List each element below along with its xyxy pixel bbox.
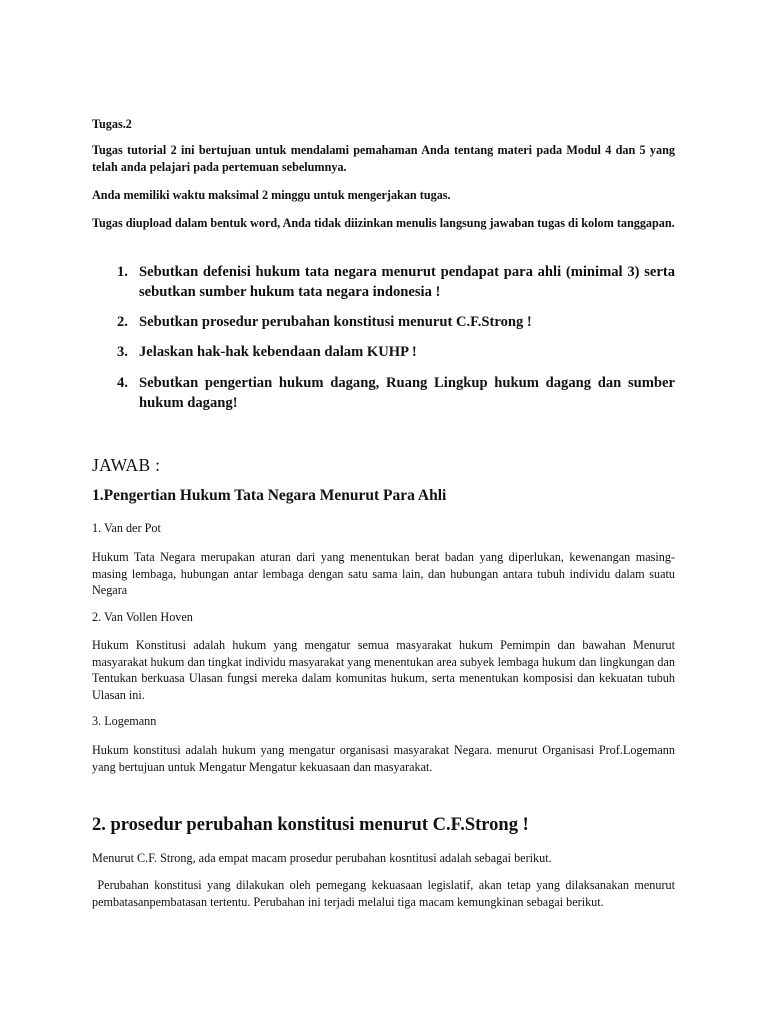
expert-definition: Hukum Konstitusi adalah hukum yang mengatur semua masyarakat hukum Pemimpin dan bawahan Menurut masyarakat hukum dan tingkat individu masyarakat yang menentukan area subyek lembaga hukum dan lingkungan dan Tentukan berkuasa Ulasan fungsi mereka dalam komunitas hukum, serta menentukan komposisi dan kekuatan tubuh Ulasan ini. <box>92 638 675 702</box>
section1-heading: 1.Pengertian Hukum Tata Negara Menurut Para Ahli <box>92 487 447 504</box>
expert-name: 3. Logemann <box>92 714 157 728</box>
question-text: Sebutkan defenisi hukum tata negara menurut pendapat para ahli (minimal 3) serta sebutkan sumber hukum tata negara indonesia ! <box>139 264 675 300</box>
intro-paragraph-deadline: Anda memiliki waktu maksimal 2 minggu untuk mengerjakan tugas. <box>92 188 451 202</box>
question-item <box>117 312 675 332</box>
question-item <box>117 373 675 413</box>
question-item <box>117 262 675 302</box>
intro-paragraph-purpose: Tugas tutorial 2 ini bertujuan untuk mendalami pemahaman Anda tentang materi pada Modul 4 dan 5 yang telah anda pelajari pada pertemuan sebelumnya. <box>92 143 675 174</box>
question-text: Sebutkan prosedur perubahan konstitusi menurut C.F.Strong ! <box>139 314 532 330</box>
answer-label: JAWAB : <box>92 455 161 475</box>
question-number: 4. <box>117 375 128 391</box>
question-text: Jelaskan hak-hak kebendaan dalam KUHP ! <box>139 344 417 360</box>
question-number: 2. <box>117 314 128 330</box>
question-number: 3. <box>117 344 128 360</box>
question-item <box>117 342 675 362</box>
section2-paragraph: Menurut C.F. Strong, ada empat macam prosedur perubahan kosntitusi adalah sebagai berikut. <box>92 851 552 865</box>
expert-name: 1. Van der Pot <box>92 521 161 535</box>
section2-heading: 2. prosedur perubahan konstitusi menurut C.F.Strong ! <box>92 815 529 835</box>
expert-definition: Hukum konstitusi adalah hukum yang mengatur organisasi masyarakat Negara. menurut Organisasi Prof.Logemann yang bertujuan untuk Mengatur Mengatur kekuasaan dan masyarakat. <box>92 743 675 774</box>
expert-definition: Hukum Tata Negara merupakan aturan dari yang menentukan berat badan yang diperlukan, kewenangan masing-masing lembaga, hubungan antar lembaga dengan satu sama lain, dan hubungan antara tubuh individu dalam suatu Negara <box>92 550 675 597</box>
question-number: 1. <box>117 264 128 280</box>
question-text: Sebutkan pengertian hukum dagang, Ruang Lingkup hukum dagang dan sumber hukum dagang! <box>139 375 675 411</box>
document-title: Tugas.2 <box>92 117 132 131</box>
intro-paragraph-upload-rules: Tugas diupload dalam bentuk word, Anda tidak diizinkan menulis langsung jawaban tugas di kolom tanggapan. <box>92 216 675 230</box>
section2-paragraph: Perubahan konstitusi yang dilakukan oleh pemegang kekuasaan legislatif, akan tetap yang dilaksanakan menurut pembatasanpembatasan tertentu. Perubahan ini terjadi melalui tiga macam kemungkinan sebagai berikut. <box>92 878 679 909</box>
expert-name: 2. Van Vollen Hoven <box>92 610 193 624</box>
